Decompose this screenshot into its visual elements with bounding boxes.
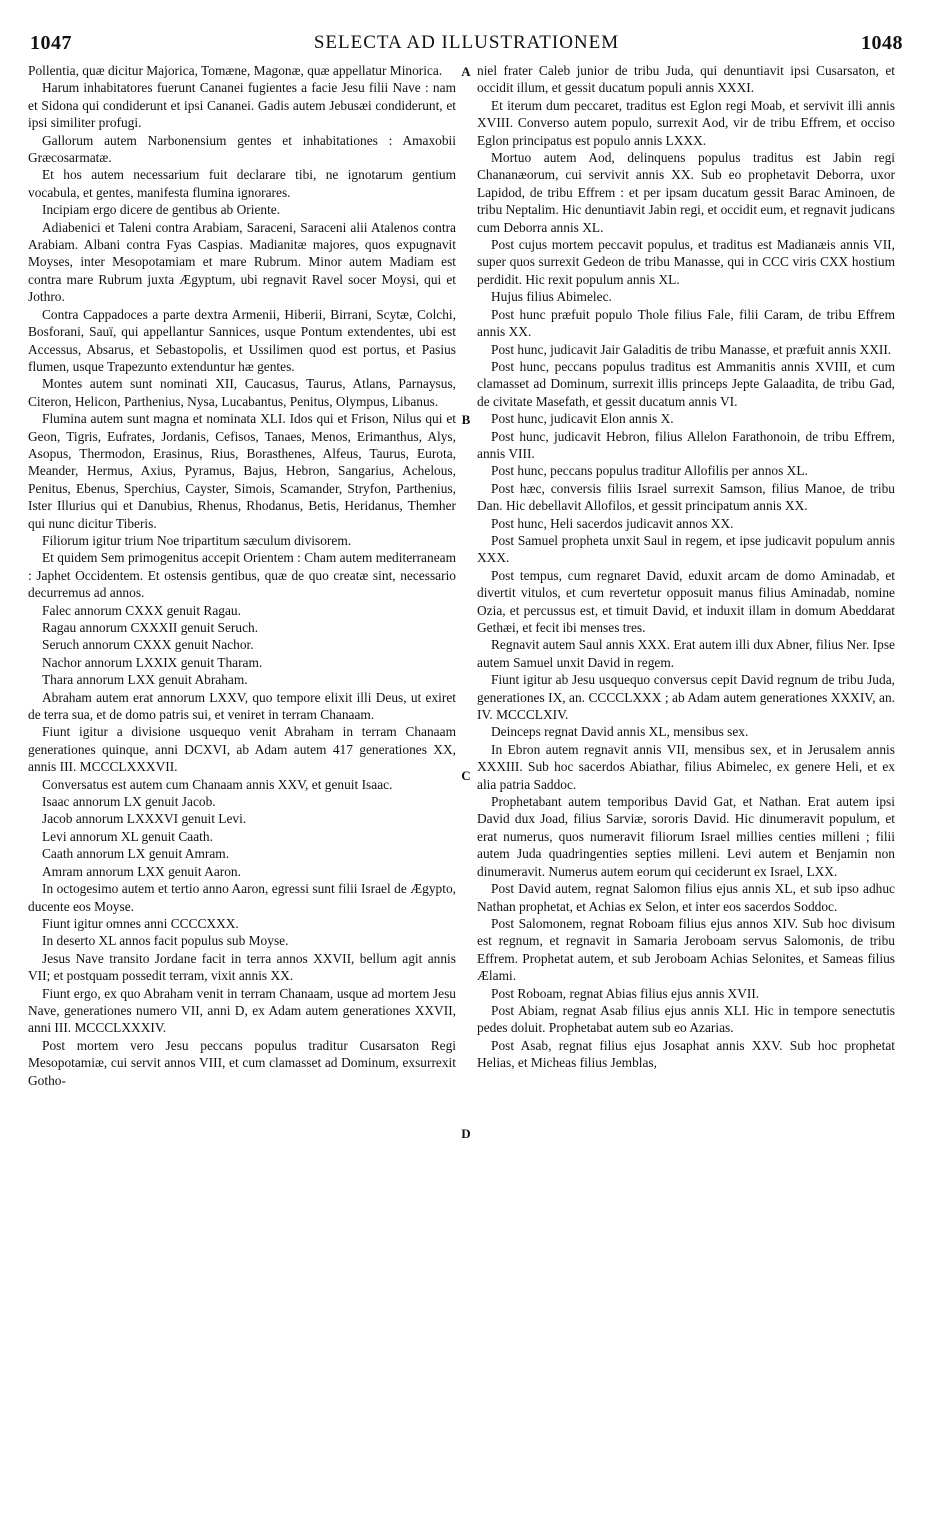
running-title: SELECTA AD ILLUSTRATIONEM: [313, 32, 620, 53]
paragraph: Thara annorum LXX genuit Abraham.: [42, 672, 248, 688]
paragraph: Et iterum dum peccaret, traditus est Eglon regi Moab, et servivit illi annis XVIII. Converso autem populo, surrexit Aod, vir de tribu Effrem, et occiso Eglon principatus est populo annis LXXX.: [477, 97, 895, 148]
paragraph: In Ebron autem regnavit annis VII, mensibus sex, et in Jerusalem annis XXXIII. Sub hoc sacerdos Abiathar, filius Abimelec, ex genere Heli, et ex alia patria Saddoc.: [477, 741, 895, 792]
paragraph: Et quidem Sem primogenitus accepit Orientem : Cham autem mediterraneam : Japhet Occidentem. Et ostensis gentibus, quæ de quo creatæ sint, necessario decurremus ad annos.: [28, 550, 456, 601]
page-header: [30, 32, 903, 60]
paragraph: Pollentia, quæ dicitur Majorica, Tomæne, Magonæ, quæ appellatur Minorica.: [28, 63, 443, 78]
paragraph: Mortuo autem Aod, delinquens populus traditus est Jabin regi Chananæorum, cui servivit annis XX. Sub eo prophetavit Deborra, uxor Lapidod, de tribu Effrem : et per ipsam ducatum gessit Barac Aminoen, de tribu Neptalim. Hic denuntiavit Jabin regi, et occidit eum, et regnavit judicans cum Deborra annis XL.: [477, 150, 895, 235]
paragraph: Post tempus, cum regnaret David, eduxit arcam de domo Aminadab, et divertit vitulos, et cum revertetur opposuit manus filius Aminadab, nomine Ozia, et percussus est, et timuit David, et induxit illam in domum Abeddarat Gethæi, et fecit ibi menses tres.: [477, 567, 895, 635]
paragraph: Isaac annorum LX genuit Jacob.: [42, 794, 216, 810]
paragraph: Filiorum igitur trium Noe tripartitum sæculum divisorem.: [42, 532, 352, 548]
paragraph: Fiunt igitur a divisione usquequo venit Abraham in terram Chanaam generationes quinque, anni DCXVI, ab Adam autem 417 generationes XX, annis III. MCCCLXXXVII.: [28, 724, 456, 775]
paragraph: Conversatus est autem cum Chanaam annis XXV, et genuit Isaac.: [42, 776, 393, 792]
paragraph: Post Salomonem, regnat Roboam filius ejus annos XIV. Sub hoc divisum est regnum, et regnavit in Samaria Jeroboam servus Salomonis, de tribu Effrem. Prophetat autem, et sub Jeroboam Achias Selonites, et Sameas filius Ælami.: [477, 915, 895, 984]
paragraph: In octogesimo autem et tertio anno Aaron, egressi sunt filii Israel de Ægypto, ducente eos Moyse.: [28, 881, 456, 914]
paragraph: Nachor annorum LXXIX genuit Tharam.: [42, 654, 263, 670]
paragraph: Contra Cappadoces a parte dextra Armenii, Hiberii, Birrani, Scytæ, Colchi, Bosforani, Sauï, qui appellantur Sannices, usque Pontum extendentes, ubi est Accessus, Absarus, et Sebastopolis, et Ussilimen quod est portus, et Pasius flumen, usque Trapezunto extenduntur hæ gentes.: [28, 306, 456, 374]
paragraph: Et hos autem necessarium fuit declarare tibi, ne ignotarum gentium vocabula, et gentes, manifesta flumina ignorares.: [28, 167, 456, 200]
paragraph: Post cujus mortem peccavit populus, et traditus est Madianæis annis VII, super quos surrexit Gedeon de tribu Manasse, qui in CCC viris CXX hostium perdidit. Hic rexit populum annis XL.: [477, 237, 895, 287]
paragraph: Harum inhabitatores fuerunt Cananei fugientes a facie Jesu filii Nave : nam et Sidona qui condiderunt et ipsi Cananei. Gadis autem Jebusæi condiderunt, et ipsi similiter profugi.: [28, 80, 456, 131]
right-text-column: [477, 62, 895, 1072]
paragraph: Post hunc præfuit populo Thole filius Fale, filii Caram, de tribu Effrem annis XX.: [477, 306, 895, 340]
paragraph: Gallorum autem Narbonensium gentes et inhabitationes : Amaxobii Græcosarmatæ.: [28, 132, 456, 166]
paragraph: Ragau annorum CXXXII genuit Seruch.: [42, 620, 259, 635]
paragraph: Post Samuel propheta unxit Saul in regem, et ipse judicavit populum annis XXX.: [477, 532, 895, 566]
paragraph: Adiabenici et Taleni contra Arabiam, Saraceni, Saraceni alii Atalenos contra Arabiam. Albani contra Fyas Caspias. Madianitæ majores, quos expugnavit Moyses, inter Mesopotamiam et mare Rubrum. Minor autem Madiam est contra mare Rubrum juxta Ægyptum, ubi regnavit Ravel socer Moysi, qui et Jothro.: [28, 219, 456, 305]
paragraph: Incipiam ergo dicere de gentibus ab Oriente.: [42, 202, 281, 218]
paragraph: Flumina autem sunt magna et nominata XLI. Idos qui et Frison, Nilus qui et Geon, Tigris, Eufrates, Jordanis, Cefisos, Tanaes, Menos, Erimanthus, Alys, Asopus, Thermodon, Erasinus, Rius, Borasthenes, Alfeus, Taurus, Eurota, Meander, Hermus, Axius, Pyramus, Bajus, Hebron, Sangarius, Achelous, Penitus, Ebenus, Sperchius, Cayster, Simois, Scamander, Stryfon, Parthenius, Ister Illurius qui et Danubius, Rhenus, Rhodanus, Betis, Heridanus, Themher qui nunc dicitur Tiberis.: [28, 411, 456, 531]
paragraph: Post hunc, judicavit Hebron, filius Allelon Farathonoin, de tribu Effrem, annis VIII.: [477, 428, 895, 461]
paragraph: Amram annorum LXX genuit Aaron.: [42, 863, 241, 879]
margin-marker-a: A: [461, 64, 471, 79]
paragraph: Caath annorum LX genuit Amram.: [42, 846, 230, 862]
paragraph: Post hunc, peccans populus traditus est Ammanitis annis XVIII, et cum clamasset ad Dominum, surrexit illis princeps Jepte Galaadita, de tribu Gad, de civitate Masefath, et gessit ducatum annis VI.: [477, 358, 895, 409]
paragraph: Hujus filius Abimelec.: [491, 289, 612, 305]
paragraph: Montes autem sunt nominati XII, Caucasus, Taurus, Atlans, Parnaysus, Citeron, Helicon, Parthenius, Nysa, Lucabantus, Penitus, Olympus, Libanus.: [28, 376, 456, 409]
paragraph: Post hunc, judicavit Elon annis X.: [491, 411, 674, 427]
paragraph: Seruch annorum CXXX genuit Nachor.: [42, 637, 254, 653]
paragraph: Deinceps regnat David annis XL, mensibus sex.: [491, 724, 749, 740]
margin-marker-d: D: [461, 1126, 471, 1141]
paragraph: In deserto XL annos facit populus sub Moyse.: [42, 933, 289, 949]
paragraph: niel frater Caleb junior de tribu Juda, qui denuntiavit ipsi Cusarsaton, et occidit illum, et gessit ducatum populi annis XXXI.: [477, 63, 895, 96]
paragraph: Post hæc, conversis filiis Israel surrexit Samson, filius Manoe, de tribu Dan. Hic debellavit Allofilos, et gessit principatum annis XX.: [477, 480, 895, 514]
paragraph: Post David autem, regnat Salomon filius ejus annis XL, et sub ipso adhuc Nathan prophetat, et Achias ex Selon, et inter eos sacerdos Soddoc.: [477, 881, 895, 914]
margin-marker-c: C: [461, 768, 471, 783]
paragraph: Post hunc, Heli sacerdos judicavit annos XX.: [491, 515, 734, 531]
paragraph: Post Asab, regnat filius ejus Josaphat annis XXV. Sub hoc prophetat Helias, et Micheas filius Jemblas,: [477, 1037, 895, 1071]
paragraph: Levi annorum XL genuit Caath.: [42, 828, 213, 844]
paragraph: Regnavit autem Saul annis XXX. Erat autem illi dux Abner, filius Ner. Ipse autem Samuel unxit David in regem.: [477, 637, 895, 670]
paragraph: Falec annorum CXXX genuit Ragau.: [42, 602, 241, 618]
paragraph: Post Abiam, regnat Asab filius ejus annis XLI. Hic in tempore senectutis pedes doluit. Prophetabat autem sub eo Azarias.: [477, 1002, 895, 1036]
paragraph: Post hunc, peccans populus traditur Allofilis per annos XL.: [491, 463, 808, 479]
paragraph: Fiunt ergo, ex quo Abraham venit in terram Chanaam, usque ad mortem Jesu Nave, generationes numero VII, anni D, ex Adam autem generationes XXVII, anni III. MCCCLXXXIV.: [28, 985, 456, 1036]
paragraph: Fiunt igitur ab Jesu usquequo conversus cepit David regnum de tribu Juda, generationes IX, an. CCCCLXXX ; ab Adam autem generationes XXXIV, an. IV. MCCCLXIV.: [477, 672, 895, 723]
paragraph: Prophetabant autem temporibus David Gat, et Nathan. Erat autem ipsi David dux Joad, filius Sarviæ, sororis David. Hic dinumeravit populum, et erat numerus, quos numeravit filiorum Israel millies centies milleni ; filii autem Juda quadringenties septies milleni. Levi autem et Benjamin non dinumeravit. Numerus autem eorum qui ceciderunt ex Israel, LXX.: [477, 794, 895, 879]
margin-marker-b: B: [461, 412, 471, 427]
left-page-number: 1047: [30, 32, 72, 54]
paragraph: Abraham autem erat annorum LXXV, quo tempore elixit illi Deus, ut exiret de terra sua, et de domo patris sui, et veniret in terram Chanaam.: [28, 689, 456, 723]
paragraph: Post hunc, judicavit Jair Galaditis de tribu Manasse, et præfuit annis XXII.: [491, 341, 892, 357]
paragraph: Jesus Nave transito Jordane facit in terra annos XXVII, bellum agit annis VII; et postquam possedit terram, vixit annis XX.: [28, 950, 456, 984]
right-page-number: 1048: [861, 32, 903, 54]
paragraph: Jacob annorum LXXXVI genuit Levi.: [42, 811, 247, 827]
left-text-column: [28, 62, 456, 1089]
paragraph: Post Roboam, regnat Abias filius ejus annis XVII.: [491, 985, 760, 1001]
paragraph: Post mortem vero Jesu peccans populus traditur Cusarsaton Regi Mesopotamiæ, cui servit annos VIII, et cum clamasset ad Dominum, exsurrexit Gotho-: [28, 1037, 456, 1088]
paragraph: Fiunt igitur omnes anni CCCCXXX.: [42, 915, 239, 931]
